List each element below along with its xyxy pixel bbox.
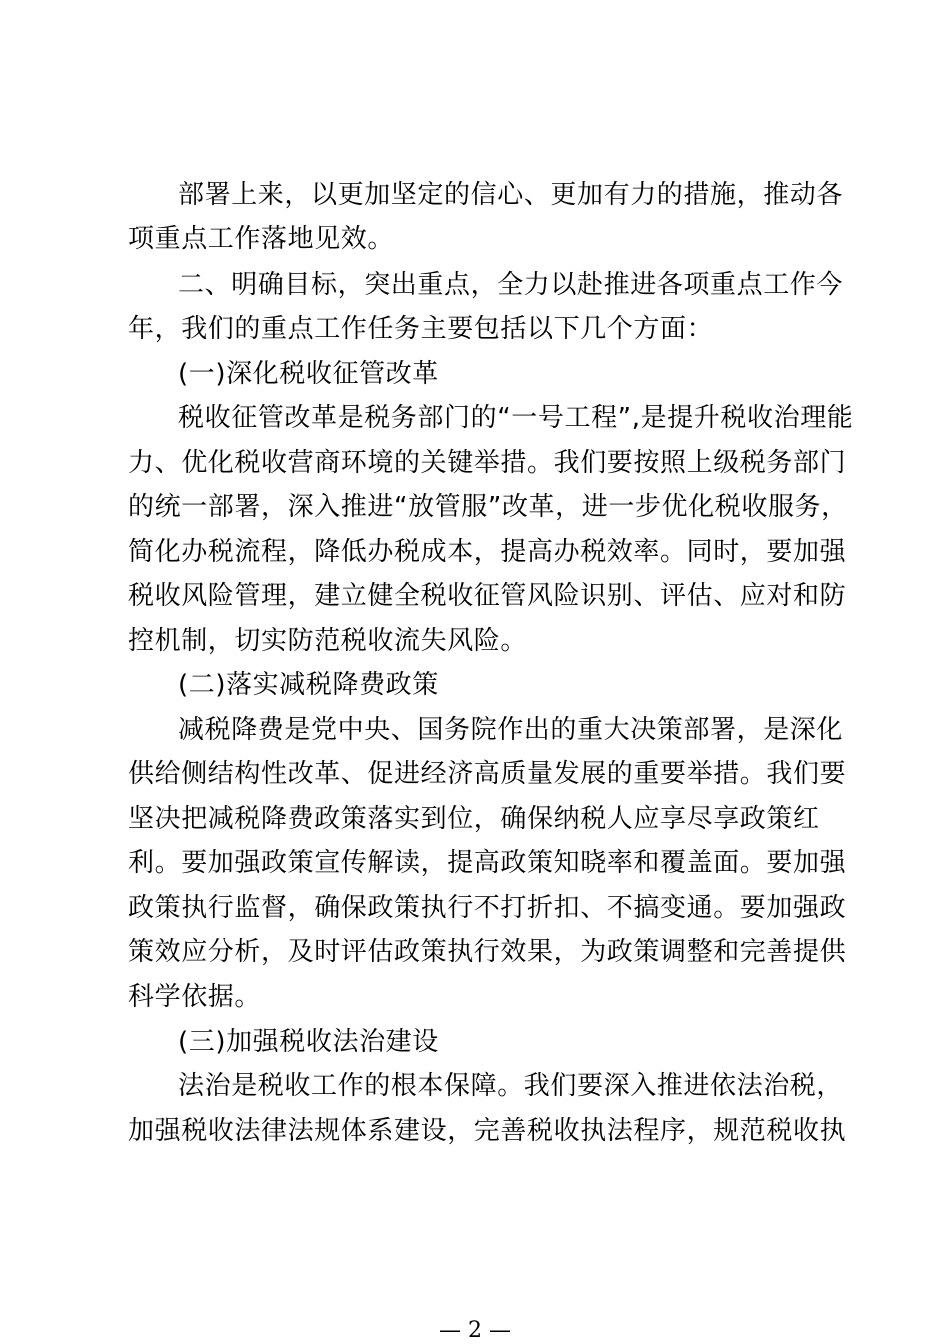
paragraph-line: 利。要加强政策宣传解读，提高政策知晓率和覆盖面。要加强 — [128, 848, 847, 878]
paragraph-line: 简化办税流程，降低办税成本，提高办税效率。同时，要加强 — [128, 537, 847, 567]
paragraph-line: 减税降费是党中央、国务院作出的重大决策部署，是深化 — [178, 715, 844, 745]
paragraph-line: 科学依据。 — [128, 982, 262, 1012]
section-heading: (二)落实减税降费政策 — [178, 670, 439, 700]
paragraph-line: 年，我们的重点工作任务主要包括以下几个方面： — [128, 314, 714, 344]
paragraph-line: 政策执行监督，确保政策执行不打折扣、不搞变通。要加强政 — [128, 893, 847, 923]
paragraph-line: 坚决把减税降费政策落实到位，确保纳税人应享尽享政策红 — [128, 804, 820, 834]
section-heading: (三)加强税收法治建设 — [178, 1027, 439, 1057]
paragraph-line: 法治是税收工作的根本保障。我们要深入推进依法治税， — [178, 1071, 844, 1101]
paragraph-line: 加强税收法律法规体系建设，完善税收执法程序，规范税收执 — [128, 1116, 847, 1146]
paragraph-line: 控机制，切实防范税收流失风险。 — [128, 626, 528, 656]
paragraph-line: 二、明确目标，突出重点，全力以赴推进各项重点工作今 — [178, 270, 844, 300]
page-number: — 2 — — [439, 1318, 511, 1343]
section-heading: (一)深化税收征管改革 — [178, 359, 439, 389]
paragraph-line: 税收风险管理，建立健全税收征管风险识别、评估、应对和防 — [128, 581, 847, 611]
paragraph-line: 税收征管改革是税务部门的“一号工程”,是提升税收治理能 — [178, 403, 854, 433]
paragraph-line: 部署上来，以更加坚定的信心、更加有力的措施，推动各 — [178, 180, 844, 210]
paragraph-line: 项重点工作落地见效。 — [128, 224, 395, 254]
paragraph-line: 策效应分析，及时评估政策执行效果，为政策调整和完善提供 — [128, 937, 847, 967]
paragraph-line: 力、优化税收营商环境的关键举措。我们要按照上级税务部门 — [128, 448, 847, 478]
paragraph-line: 供给侧结构性改革、促进经济高质量发展的重要举措。我们要 — [128, 759, 847, 789]
paragraph-line: 的统一部署，深入推进“放管服”改革，进一步优化税收服务， — [128, 492, 848, 522]
